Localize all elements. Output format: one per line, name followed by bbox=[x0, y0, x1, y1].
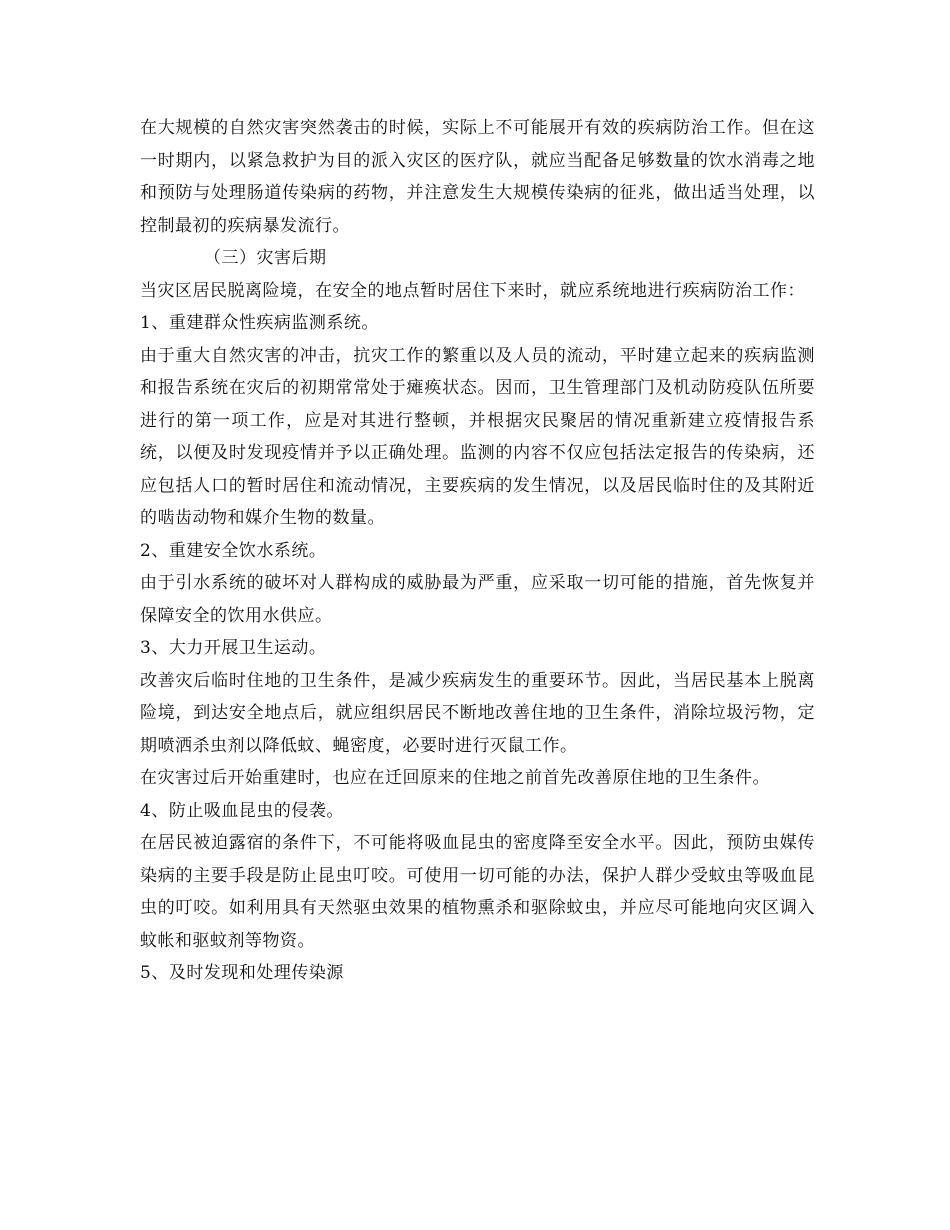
item-heading-sanitation: 3、大力开展卫生运动。 bbox=[140, 638, 327, 658]
item-heading-infection-source: 5、及时发现和处理传染源 bbox=[140, 963, 344, 983]
paragraph-insects: 在居民被迫露宿的条件下，不可能将吸血昆虫的密度降至安全水平。因此，预防虫媒传染病的主要手段是防止昆虫叮咬。可使用一切可能的办法，保护人群少受蚊虫等吸血昆虫的叮咬。如利用具有天然驱虫效果的植物熏杀和驱除蚊虫，并应尽可能地向灾区调入蚊帐和驱蚊剂等物资。 bbox=[140, 833, 815, 951]
item-heading-water: 2、重建安全饮水系统。 bbox=[140, 540, 327, 561]
item-heading-surveillance: 1、重建群众性疾病监测系统。 bbox=[140, 313, 379, 333]
paragraph-sanitation: 改善灾后临时住地的卫生条件，是减少疾病发生的重要环节。因此，当居民基本上脱离险境，到达安全地点后，就应组织居民不断地改善住地的卫生条件，消除垃圾污物，定期喷洒杀虫剂以降低蚊、蝇密度，必要时进行灭鼠工作。 bbox=[140, 670, 815, 756]
paragraph-reconstruction: 在灾害过后开始重建时，也应在迁回原来的住地之前首先改善原住地的卫生条件。 bbox=[140, 768, 770, 788]
document-body bbox=[140, 112, 815, 990]
section-heading-late-stage: （三）灾害后期 bbox=[204, 248, 327, 268]
item-heading-insects: 4、防止吸血昆虫的侵袭。 bbox=[140, 800, 344, 821]
paragraph-surveillance: 由于重大自然灾害的冲击，抗灾工作的繁重以及人员的流动，平时建立起来的疾病监测和报告系统在灾后的初期常常处于瘫痪状态。因而，卫生管理部门及机动防疫队伍所要进行的第一项工作，应是对其进行整顿，并根据灾民聚居的情况重新建立疫情报告系统，以便及时发现疫情并予以正确处理。监测的内容不仅应包括法定报告的传染病，还应包括人口的暂时居住和流动情况，主要疾病的发生情况，以及居民临时住的及其附近的啮齿动物和媒介生物的数量。 bbox=[140, 345, 815, 528]
paragraph-water: 由于引水系统的破坏对人群构成的威胁最为严重，应采取一切可能的措施，首先恢复并保障安全的饮用水供应。 bbox=[140, 573, 815, 626]
paragraph-early-response: 在大规模的自然灾害突然袭击的时候，实际上不可能展开有效的疾病防治工作。但在这一时期内，以紧急救护为目的派入灾区的医疗队，就应当配备足够数量的饮水消毒之地和预防与处理肠道传染病的药物，并注意发生大规模传染病的征兆，做出适当处理，以控制最初的疾病暴发流行。 bbox=[140, 118, 815, 236]
paragraph-late-stage-intro: 当灾区居民脱离险境，在安全的地点暂时居住下来时，就应系统地进行疾病防治工作： bbox=[140, 280, 805, 301]
